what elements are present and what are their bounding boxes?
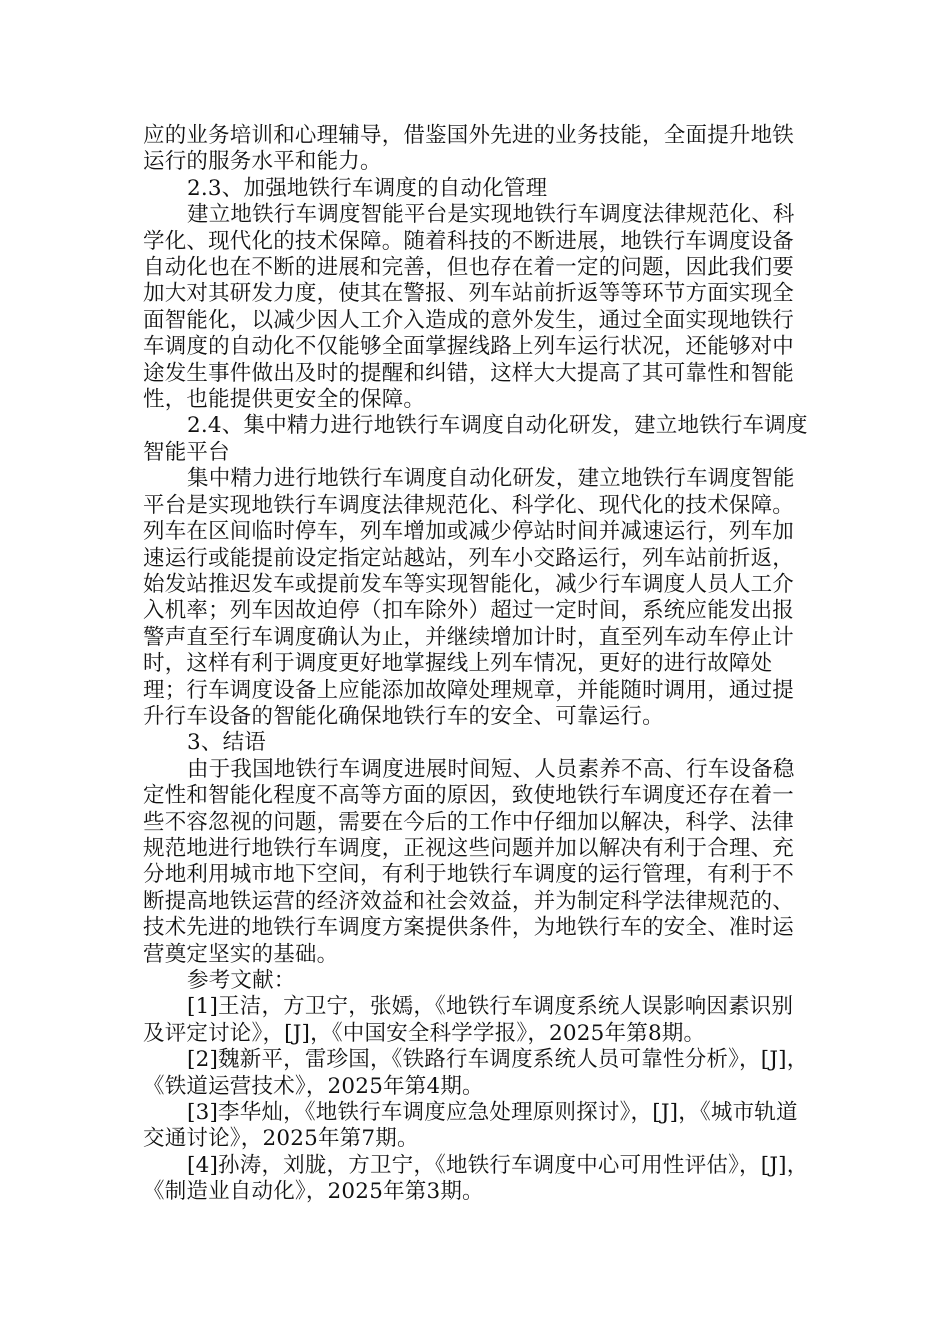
section-heading-2-4: 2.4、集中精力进行地铁行车调度自动化研发，建立地铁行车调度智能平台 <box>143 413 808 465</box>
paragraph-conclusion: 由于我国地铁行车调度进展时间短、人员素养不高、行车设备稳定性和智能化程度不高等方面的原因，致使地铁行车调度还存在着一些不容忽视的问题，需要在今后的工作中仔细加以解决，科学、法律规范地进行地铁行车调度，正视这些问题并加以解决有利于合理、充分地利用城市地下空间，有利于地铁行车调度的运行管理，有利于不断提高地铁运营的经济效益和社会效益，并为制定科学法律规范的、技术先进的地铁行车调度方案提供条件，为地铁行车的安全、准时运营奠定坚实的基础。 <box>143 756 795 967</box>
paragraph-continuation: 应的业务培训和心理辅导，借鉴国外先进的业务技能，全面提升地铁运行的服务水平和能力。 <box>143 123 795 175</box>
paragraph-2-3-body: 建立地铁行车调度智能平台是实现地铁行车调度法律规范化、科学化、现代化的技术保障。随着科技的不断进展，地铁行车调度设备自动化也在不断的进展和完善，但也存在着一定的问题，因此我们要加大对其研发力度，使其在警报、列车站前折返等等环节方面实现全面智能化，以减少因人工介入造成的意外发生，通过全面实现地铁行车调度的自动化不仅能够全面掌握线路上列车运行状况，还能够对中途发生事件做出及时的提醒和纠错，这样大大提高了其可靠性和智能性，也能提供更安全的保障。 <box>143 202 795 413</box>
references-heading: 参考文献： <box>187 968 296 993</box>
reference-item-1: [1]王洁，方卫宁，张嫣，《地铁行车调度系统人误影响因素识别及评定讨论》，[J]，《中国安全科学学报》，2025年第8期。 <box>143 994 794 1046</box>
reference-item-4: [4]孙涛，刘胧，方卫宁，《地铁行车调度中心可用性评估》，[J]，《制造业自动化》，2025年第3期。 <box>143 1152 809 1205</box>
section-heading-2-3: 2.3、加强地铁行车调度的自动化管理 <box>187 175 548 201</box>
paragraph-2-4-body: 集中精力进行地铁行车调度自动化研发，建立地铁行车调度智能平台是实现地铁行车调度法律规范化、科学化、现代化的技术保障。列车在区间临时停车，列车增加或减少停站时间并减速运行，列车加速运行或能提前设定指定站越站，列车小交路运行，列车站前折返，始发站推迟发车或提前发车等实现智能化，减少行车调度人员人工介入机率；列车因故迫停（扣车除外）超过一定时间，系统应能发出报警声直至行车调度确认为止，并继续增加计时，直至列车动车停止计时，这样有利于调度更好地掌握线上列车情况，更好的进行故障处理；行车调度设备上应能添加故障处理规章，并能随时调用，通过提升行车设备的智能化确保地铁行车的安全、可靠运行。 <box>143 466 795 729</box>
document-page <box>143 123 811 1206</box>
section-heading-3: 3、结语 <box>187 730 266 756</box>
reference-item-2: [2]魏新平，雷珍国，《铁路行车调度系统人员可靠性分析》，[J]，《铁道运营技术》，2025年第4期。 <box>143 1047 809 1099</box>
reference-item-3: [3]李华灿，《地铁行车调度应急处理原则探讨》，[J]，《城市轨道交通讨论》，2025年第7期。 <box>143 1100 798 1152</box>
